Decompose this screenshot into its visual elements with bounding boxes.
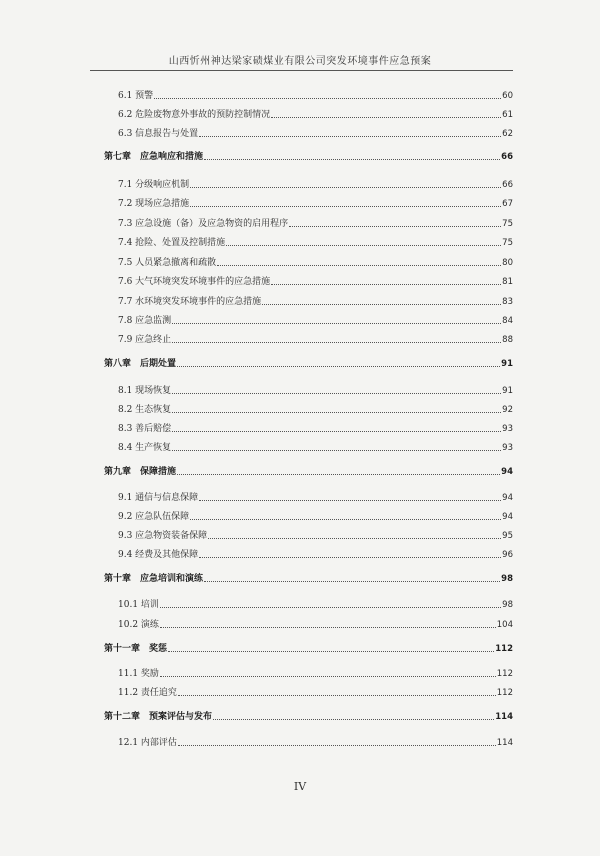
toc-page-number: 62 <box>502 129 513 139</box>
toc-chapter-row[interactable] <box>104 573 513 585</box>
toc-entry-title: 9.4 经费及其他保障 <box>118 550 199 560</box>
toc-entry-title: 第九章 保障措施 <box>104 467 177 477</box>
toc-section-row[interactable] <box>118 296 513 308</box>
toc-page-number: 60 <box>502 91 513 101</box>
toc-page-number: 66 <box>502 180 513 190</box>
toc-section-row[interactable] <box>118 737 513 749</box>
toc-page-number: 92 <box>502 405 513 415</box>
toc-section-row[interactable] <box>118 385 513 397</box>
toc-leader-dots <box>178 695 496 696</box>
toc-entry-title: 9.1 通信与信息保障 <box>118 493 199 503</box>
toc-page-number: 104 <box>496 620 513 630</box>
toc-page-number: 112 <box>496 669 513 679</box>
toc-leader-dots <box>271 117 501 118</box>
toc-leader-dots <box>172 393 501 394</box>
toc-entry-title: 第十二章 预案评估与发布 <box>104 712 213 722</box>
toc-leader-dots <box>190 187 501 188</box>
toc-entry-title: 9.3 应急物资装备保障 <box>118 531 208 541</box>
toc-page-number: 91 <box>501 359 513 369</box>
toc-leader-dots <box>190 519 501 520</box>
toc-entry-title: 7.7 水环境突发环境事件的应急措施 <box>118 297 262 307</box>
toc-leader-dots <box>199 136 501 137</box>
toc-chapter-row[interactable] <box>104 466 513 478</box>
toc-page-number: 67 <box>502 199 513 209</box>
toc-page-number: 61 <box>502 110 513 120</box>
toc-section-row[interactable] <box>118 179 513 191</box>
toc-page-number: 75 <box>502 238 513 248</box>
toc-section-row[interactable] <box>118 237 513 249</box>
toc-page-number: 94 <box>502 512 513 522</box>
toc-entry-title: 7.5 人员紧急撤离和疏散 <box>118 258 217 268</box>
toc-section-row[interactable] <box>118 687 513 699</box>
toc-page-number: 94 <box>502 493 513 503</box>
toc-leader-dots <box>204 581 500 582</box>
toc-section-row[interactable] <box>118 442 513 454</box>
toc-section-row[interactable] <box>118 109 513 121</box>
toc-entry-title: 10.1 培训 <box>118 600 159 610</box>
toc-section-row[interactable] <box>118 549 513 561</box>
toc-page-number: 98 <box>502 600 513 610</box>
toc-page-number: 80 <box>502 258 513 268</box>
toc-entry-title: 7.2 现场应急措施 <box>118 199 190 209</box>
toc-entry-title: 8.2 生态恢复 <box>118 405 172 415</box>
toc-section-row[interactable] <box>118 404 513 416</box>
toc-entry-title: 11.1 奖励 <box>118 669 159 679</box>
toc-section-row[interactable] <box>118 530 513 542</box>
toc-leader-dots <box>172 450 501 451</box>
toc-section-row[interactable] <box>118 492 513 504</box>
toc-leader-dots <box>168 651 494 652</box>
toc-page-number: 114 <box>495 712 513 722</box>
toc-chapter-row[interactable] <box>104 151 513 163</box>
toc-page-number: 94 <box>501 467 513 477</box>
toc-page-number: 84 <box>502 316 513 326</box>
toc-entry-title: 6.2 危险废物意外事故的预防控制情况 <box>118 110 271 120</box>
toc-section-row[interactable] <box>118 511 513 523</box>
toc-leader-dots <box>172 412 501 413</box>
toc-leader-dots <box>178 745 496 746</box>
toc-leader-dots <box>199 557 501 558</box>
toc-chapter-row[interactable] <box>104 358 513 370</box>
toc-section-row[interactable] <box>118 668 513 680</box>
toc-leader-dots <box>262 304 501 305</box>
toc-page-number: 112 <box>495 644 513 654</box>
toc-entry-title: 11.2 责任追究 <box>118 688 177 698</box>
toc-leader-dots <box>177 366 500 367</box>
toc-page-number: 66 <box>501 152 513 162</box>
toc-page-number: 112 <box>496 688 513 698</box>
toc-leader-dots <box>204 159 500 160</box>
toc-leader-dots <box>160 607 501 608</box>
toc-entry-title: 9.2 应急队伍保障 <box>118 512 190 522</box>
toc-leader-dots <box>213 719 494 720</box>
toc-entry-title: 第七章 应急响应和措施 <box>104 152 204 162</box>
toc-section-row[interactable] <box>118 257 513 269</box>
toc-section-row[interactable] <box>118 334 513 346</box>
toc-leader-dots <box>199 500 501 501</box>
toc-leader-dots <box>172 323 501 324</box>
toc-section-row[interactable] <box>118 276 513 288</box>
toc-section-row[interactable] <box>118 315 513 327</box>
toc-leader-dots <box>271 284 501 285</box>
toc-page-number: 83 <box>502 297 513 307</box>
toc-page-number: 91 <box>502 386 513 396</box>
toc-leader-dots <box>160 627 496 628</box>
toc-entry-title: 8.4 生产恢复 <box>118 443 172 453</box>
toc-entry-title: 6.3 信息报告与处置 <box>118 129 199 139</box>
toc-page-number: 95 <box>502 531 513 541</box>
toc-entry-title: 7.1 分级响应机制 <box>118 180 190 190</box>
toc-entry-title: 8.3 善后赔偿 <box>118 424 172 434</box>
toc-leader-dots <box>177 474 500 475</box>
toc-entry-title: 8.1 现场恢复 <box>118 386 172 396</box>
toc-section-row[interactable] <box>118 198 513 210</box>
toc-section-row[interactable] <box>118 619 513 631</box>
toc-page-number: 81 <box>502 277 513 287</box>
toc-page-number: 114 <box>496 738 513 748</box>
toc-entry-title: 第十一章 奖惩 <box>104 644 168 654</box>
toc-entry-title: 12.1 内部评估 <box>118 738 177 748</box>
toc-entry-title: 10.2 演练 <box>118 620 159 630</box>
toc-page-number: 75 <box>502 219 513 229</box>
toc-chapter-row[interactable] <box>104 643 513 655</box>
toc-chapter-row[interactable] <box>104 711 513 723</box>
toc-entry-title: 7.6 大气环境突发环境事件的应急措施 <box>118 277 271 287</box>
toc-leader-dots <box>289 226 501 227</box>
toc-page-number: 93 <box>502 443 513 453</box>
toc-page-number: 96 <box>502 550 513 560</box>
toc-section-row[interactable] <box>118 218 513 230</box>
toc-leader-dots <box>208 538 501 539</box>
toc-page-number: 93 <box>502 424 513 434</box>
toc-entry-title: 7.8 应急监测 <box>118 316 172 326</box>
toc-leader-dots <box>172 342 501 343</box>
toc-section-row[interactable] <box>118 128 513 140</box>
toc-leader-dots <box>190 206 501 207</box>
toc-entry-title: 第十章 应急培训和演练 <box>104 574 204 584</box>
toc-entry-title: 第八章 后期处置 <box>104 359 177 369</box>
toc-page-number: 88 <box>502 335 513 345</box>
page-number: IV <box>293 780 307 793</box>
toc-page-number: 98 <box>501 574 513 584</box>
toc-entry-title: 7.9 应急终止 <box>118 335 172 345</box>
toc-section-row[interactable] <box>118 599 513 611</box>
toc-entry-title: 7.4 抢险、处置及控制措施 <box>118 238 226 248</box>
toc-leader-dots <box>160 676 496 677</box>
toc-section-row[interactable] <box>118 423 513 435</box>
toc-leader-dots <box>154 98 501 99</box>
toc-leader-dots <box>226 245 501 246</box>
toc-entry-title: 6.1 预警 <box>118 91 154 101</box>
toc-section-row[interactable] <box>118 90 513 102</box>
toc-entry-title: 7.3 应急设施（备）及应急物资的启用程序 <box>118 219 289 229</box>
page-header: 山西忻州神达梁家碛煤业有限公司突发环境事件应急预案 <box>168 56 432 67</box>
toc-leader-dots <box>217 265 501 266</box>
toc-leader-dots <box>172 431 501 432</box>
